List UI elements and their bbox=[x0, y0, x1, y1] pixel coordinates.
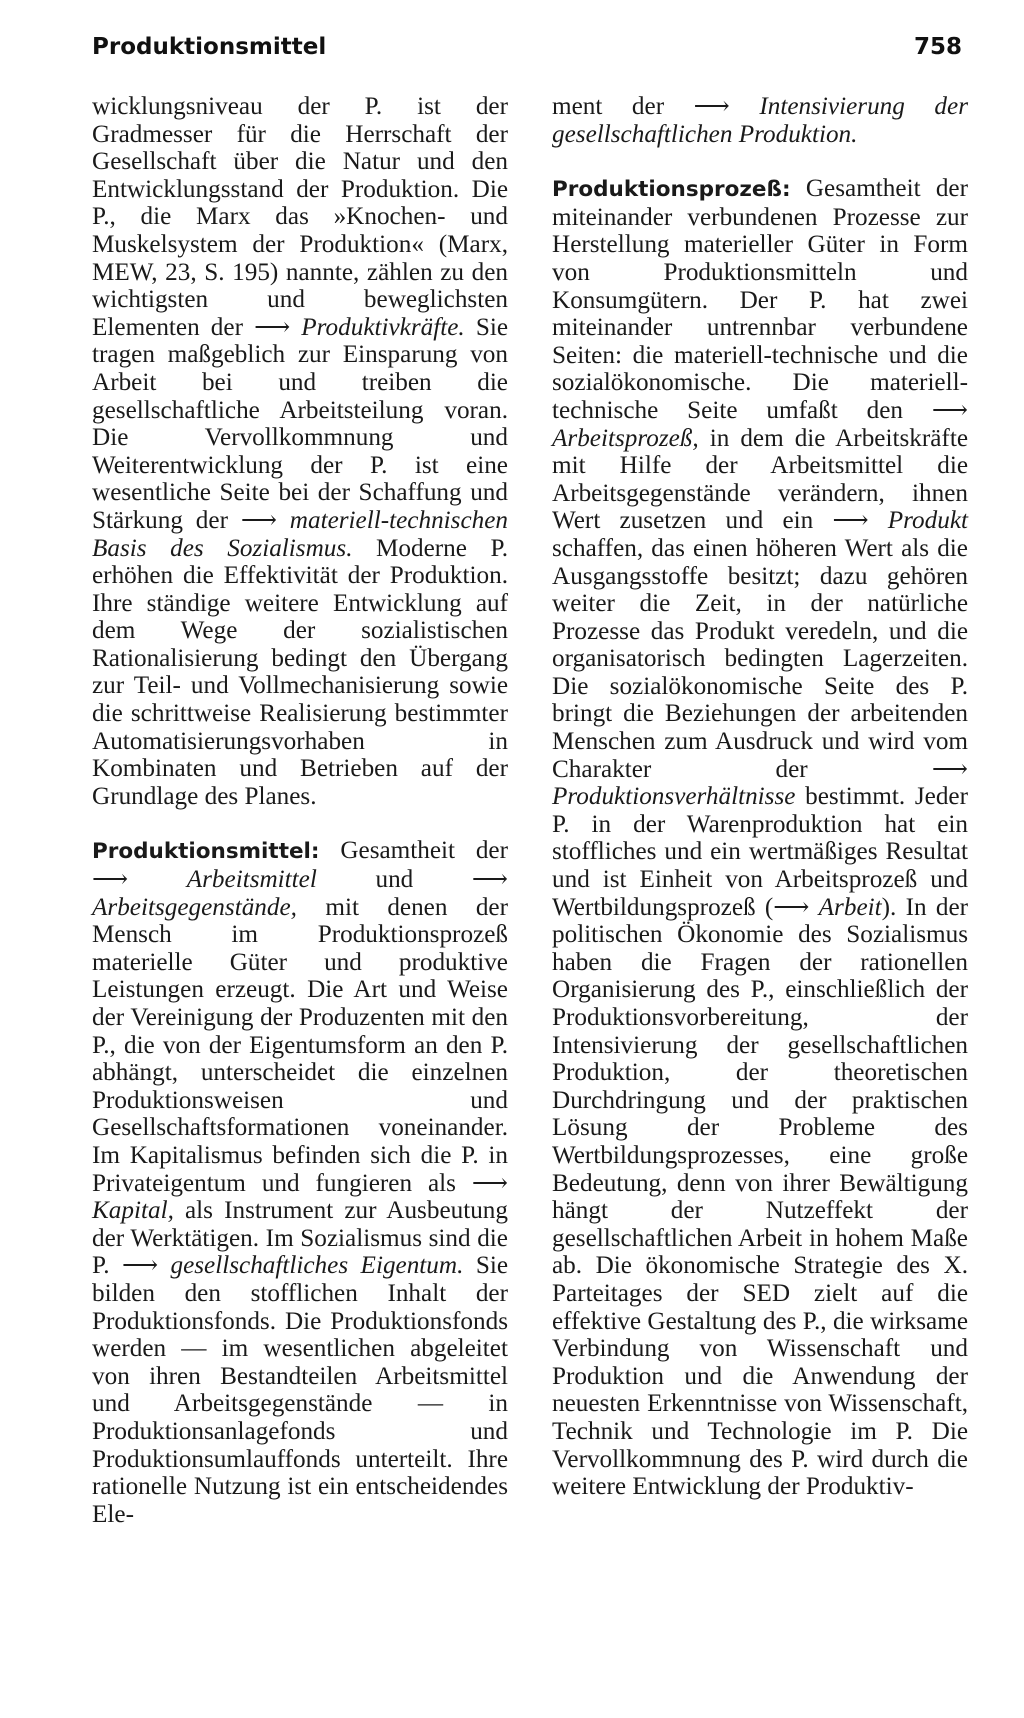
entry-term: Produktionsprozeß: bbox=[552, 177, 791, 203]
body-text: als Instrument zur Ausbeutung der Werktätigen. Im Sozialismus sind die P. bbox=[92, 1197, 508, 1280]
body-text: in dem die Arbeitskräfte mit Hilfe der Arbeitsmittel die Arbeitsgegenstände verändern, ihnen Wert zusetzen und ein bbox=[552, 424, 968, 535]
paragraph-continuation bbox=[92, 93, 508, 810]
arrow-icon: ⟶ bbox=[693, 93, 760, 120]
body-text: Gesamtheit der miteinander verbundenen Prozesse zur Herstellung materieller Güter in Form von Produktionsmitteln und Konsumgütern. Der P. hat zwei miteinander untrennbar verbundene Seiten: die materiell-technische und die sozialökonomische. Die materiell-technische Seite umfaßt den bbox=[552, 175, 968, 424]
left-column bbox=[92, 93, 508, 1528]
entry-produktionsmittel bbox=[92, 837, 508, 1528]
running-head-title: Produktionsmittel bbox=[92, 34, 327, 60]
entry-produktionsprozess bbox=[552, 175, 968, 1501]
body-text: ). In der politischen Ökonomie des Sozialismus haben die Fragen der rationellen Organisierung des P., einschließlich der Produktionsvorbereitung, der Intensivierung der gesellschaftlichen Produktion, der theoretischen Durchdringung und der praktischen Lösung der Probleme des Wertbildungsprozesses, eine große Bedeutung, denn von ihrer Bewältigung hängt der Nutzeffekt der gesellschaftlichen Arbeit in hohem Maße ab. Die ökonomische Strategie des X. Parteitages der SED zielt auf die effektive Gestaltung des P., die wirksame Verbindung von Wissenschaft und Produktion und die Anwendung der neuesten Erkenntnisse von Wissenschaft, Technik und Technologie im P. Die Vervollkommnung des P. wird durch die weitere Entwicklung der Produktiv- bbox=[552, 893, 969, 1501]
cross-reference: Arbeitsprozeß, bbox=[552, 424, 699, 452]
arrow-icon: ⟶ bbox=[931, 396, 968, 424]
body-text: und bbox=[316, 866, 472, 894]
arrow-icon: ⟶ bbox=[931, 755, 968, 783]
entry-term: Produktionsmittel: bbox=[92, 839, 320, 865]
arrow-icon: ⟶ bbox=[121, 1252, 171, 1280]
arrow-icon: ⟶ bbox=[254, 313, 302, 341]
body-text: schaffen, das einen höheren Wert als die Ausgangsstoffe besitzt; dazu gehören weiter die Zeit, in der natürliche Prozesse das Produkt veredeln, und die organisatorisch bedingten Lagerzeiten. Die sozialökonomische Seite des P. bringt die Beziehungen der arbeitenden Menschen zum Ausdruck und wird vom Charakter der bbox=[552, 534, 968, 783]
cross-reference: Produktionsverhältnisse bbox=[552, 783, 796, 811]
arrow-icon: ⟶ bbox=[471, 1169, 508, 1197]
body-text: Moderne P. erhöhen die Effektivität der Produktion. Ihre ständige weitere Entwicklung auf dem Wege der sozialistischen Rationalisierung bedingt den Übergang zur Teil- und Vollmechanisierung sowie die schrittweise Realisierung bestimmter Automatisierungsvorhaben in Kombinaten und Betrieben auf der Grundlage des Planes. bbox=[92, 534, 509, 810]
arrow-icon: ⟶ bbox=[832, 507, 888, 535]
arrow-icon: ⟶ bbox=[471, 866, 508, 894]
cross-reference: Produkt bbox=[887, 507, 968, 535]
arrow-icon: ⟶ bbox=[92, 866, 187, 894]
cross-reference: Arbeitsgegenstände, bbox=[92, 893, 297, 921]
cross-reference: Arbeitsmittel bbox=[186, 866, 317, 894]
body-text: Sie tragen maßgeblich zur Einsparung von Arbeit bei und treiben die gesellschaftliche Arbeitsteilung voran. Die Vervollkommnung und Weiterentwicklung der P. ist eine wesentliche Seite bei der Schaffung und Stärkung der bbox=[92, 313, 509, 534]
paragraph-continuation bbox=[552, 93, 968, 148]
cross-reference: Intensivierung der gesellschaftlichen Produktion. bbox=[552, 93, 968, 148]
body-text: bestimmt. Jeder P. in der Warenproduktion hat ein stoffliches und ein wertmäßiges Resultat und ist Einheit von Arbeitsprozeß und Wertbildungsprozeß ( bbox=[552, 783, 968, 921]
cross-reference: Produktivkräfte. bbox=[301, 313, 465, 341]
cross-reference: Arbeit bbox=[818, 893, 882, 921]
body-text: ment der bbox=[552, 93, 694, 120]
body-text: wicklungsniveau der P. ist der Gradmesser für die Herrschaft der Gesellschaft über die Natur und den Entwicklungsstand der Produktion. Die P., die Marx das »Knochen- und Muskelsystem der Produktion« (Marx, MEW, 23, S. 195) nannte, zählen zu den wichtigsten und beweglichsten Elementen der bbox=[92, 93, 508, 341]
body-text: mit denen der Mensch im Produktionsprozeß materielle Güter und produktive Leistungen erzeugt. Die Art und Weise der Vereinigung der Produzenten mit den P., die von der Eigentumsform an den P. abhängt, unterscheidet die einzelnen Produktionsweisen und Gesellschaftsformationen voneinander. Im Kapitalismus befinden sich die P. in Privateigentum und fungieren als bbox=[92, 893, 508, 1197]
cross-reference: materiell-technischen Basis des Sozialismus. bbox=[92, 506, 509, 562]
arrow-icon: ⟶ bbox=[773, 893, 819, 921]
cross-reference: gesellschaftliches Eigentum. bbox=[170, 1252, 464, 1280]
arrow-icon: ⟶ bbox=[240, 506, 290, 534]
body-text: Sie bilden den stofflichen Inhalt der Produktionsfonds. Die Produktionsfonds werden — im wesentlichen abgeleitet von ihren Bestandteilen Arbeitsmittel und Arbeitsgegenstände — in Produktionsanlagefonds und Produktionsumlauffonds unterteilt. Ihre rationelle Nutzung ist ein entscheidendes Ele- bbox=[92, 1252, 508, 1528]
cross-reference: Kapital, bbox=[92, 1197, 174, 1225]
body-text: Gesamtheit der bbox=[319, 837, 508, 865]
right-column bbox=[552, 93, 968, 1501]
running-head bbox=[92, 34, 962, 74]
page-number: 758 bbox=[913, 34, 962, 60]
